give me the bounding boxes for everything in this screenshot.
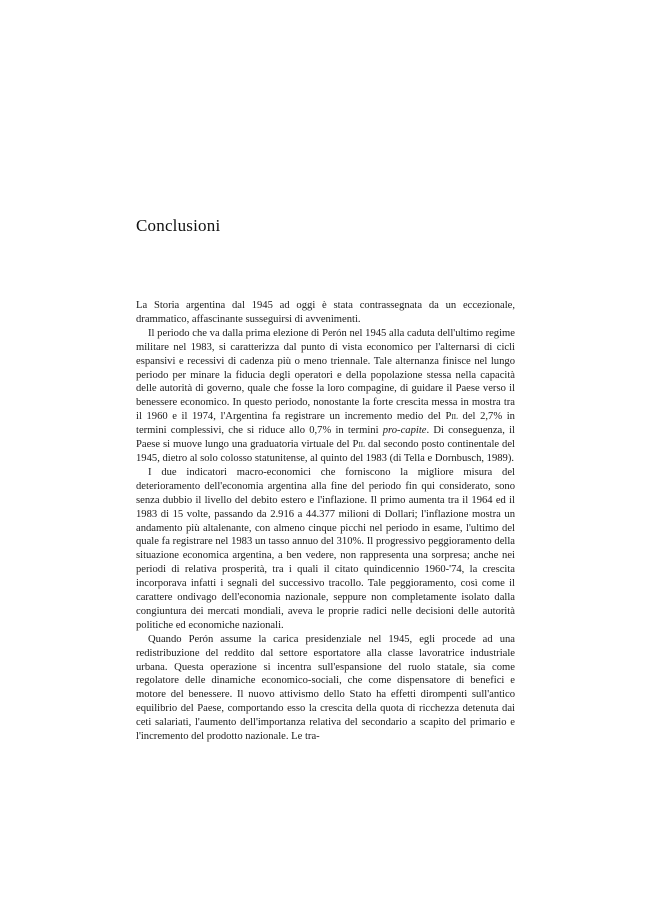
paragraph-text: . Di conseguenza, il Paese si muove lungo una graduatoria virtuale del — [136, 425, 515, 451]
small-caps-abbr: Pil — [445, 411, 458, 423]
paragraph-text: La Storia argentina dal 1945 ad oggi è stata contrassegnata da un eccezionale, drammatico, affascinante susseguirsi di avvenimenti. — [136, 300, 515, 325]
body-paragraph — [136, 633, 515, 744]
paragraph-text: dal secondo posto continentale del 1945, dietro al solo colosso statunitense, al quinto del 1983 (di Tella e Dornbusch, 1989). — [136, 439, 515, 464]
small-caps-abbr: Pil — [352, 439, 365, 451]
chapter-body — [136, 299, 515, 744]
paragraph-text: del 2,7% in termini complessivi, che si riduce allo 0,7% in termini — [136, 411, 515, 437]
paragraph-text: Quando Perón assume la carica presidenziale nel 1945, egli procede ad una redistribuzione del reddito dal settore esportatore alla classe lavoratrice industriale urbana. Questa operazione si incentra sull'espansione del ruolo statale, sia come regolatore delle dinamiche economico-sociali, che come dispensatore di benefici e motore del benessere. Il nuovo attivismo dello Stato ha effetti dirompenti sull'antico equilibrio del Paese, comportando esso la crescita della quota di ricchezza detenuta dai ceti salariati, l'aumento dell'importanza relativa del secondario a scapito del primario e l'incremento del prodotto nazionale. Le tra- — [136, 633, 515, 743]
chapter-title: Conclusioni — [136, 216, 221, 235]
body-paragraph — [136, 327, 515, 466]
body-paragraph — [136, 466, 515, 633]
paragraph-text: I due indicatori macro-economici che forniscono la migliore misura del deterioramento dell'economia argentina alla fine del periodo fin qui considerato, sono senza dubbio il livello del debito estero e l'inflazione. Il primo aumenta tra il 1964 ed il 1983 di 15 volte, passando da 2.916 a 44.377 milioni di Dollari; l'inflazione mostra un andamento più altalenante, con almeno cinque picchi nel periodo in esame, l'ultimo del quale fa registrare nel 1983 un tasso annuo del 310%. Il progressivo peggioramento della situazione economica argentina, a ben vedere, non rappresenta una sorpresa; anche nei periodi di relativa prosperità, tra i quali il citato quindicennio 1960-'74, la crescita incorporava infatti i segnali del successivo tracollo. Tale peggioramento, così come il carattere ondivago dell'economia nazionale, seppure non completamente isolato dalla congiuntura dei mercati mondiali, aveva le proprie radici nelle decisioni delle autorità politiche ed economiche nazionali. — [136, 466, 515, 631]
paragraph-text: Il periodo che va dalla prima elezione di Perón nel 1945 alla caduta dell'ultimo regime militare nel 1983, si caratterizza dal punto di vista economico per l'alternarsi di cicli espansivi e recessivi di cadenza più o meno triennale. Tale alternanza finisce nel lungo periodo per minare la fiducia degli operatori e della popolazione stessa nella capacità delle autorità di governo, quale che fosse la loro compagine, di guidare il Paese verso il benessere economico. In questo periodo, nonostante la forte crescita messa in mostra tra il 1960 e il 1974, l'Argentina fa registrare un incremento medio del — [136, 327, 515, 423]
body-paragraph — [136, 299, 515, 327]
italic-term: pro-capite — [382, 425, 427, 437]
